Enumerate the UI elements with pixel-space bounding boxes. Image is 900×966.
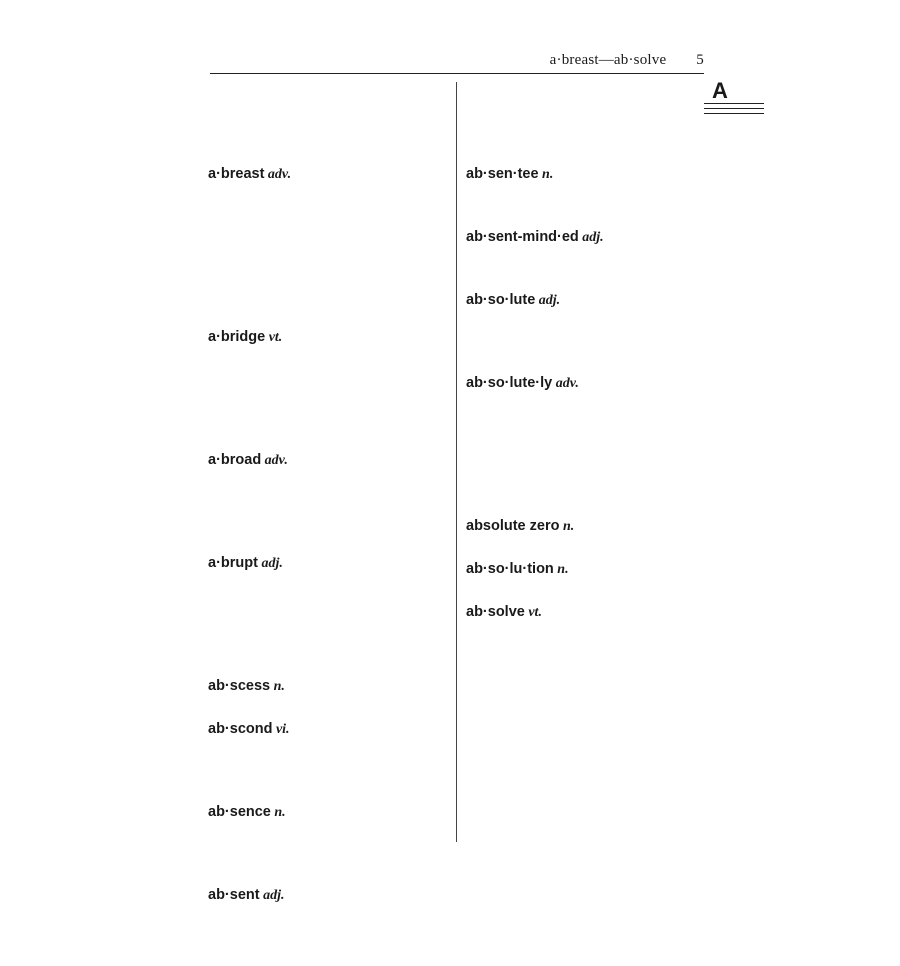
definition-line <box>466 394 704 414</box>
definition-line <box>208 225 448 245</box>
definition-line <box>208 471 448 491</box>
running-head-words: a·breast—ab·solve <box>549 52 667 68</box>
definition-line <box>208 654 448 674</box>
running-head <box>210 52 704 69</box>
definition-line <box>208 634 448 654</box>
definition-line <box>208 205 448 225</box>
definition-line <box>208 780 448 800</box>
definition-line <box>466 268 704 288</box>
dictionary-entry <box>466 227 704 288</box>
definition-line <box>466 474 704 494</box>
dictionary-entry <box>466 82 704 162</box>
part-of-speech: n. <box>542 167 554 182</box>
definition-line <box>208 511 448 531</box>
definition-line <box>466 723 704 743</box>
headword: ab·so·lute <box>466 292 536 308</box>
section-thumb-tab: A <box>712 78 728 103</box>
definition-line <box>466 743 704 763</box>
definition-line <box>466 142 704 162</box>
dictionary-entry <box>208 885 448 966</box>
dictionary-entry <box>466 373 704 514</box>
dictionary-entry <box>208 553 448 674</box>
part-of-speech: adv. <box>264 453 288 468</box>
headword: ab·solve <box>466 604 525 620</box>
definition-line <box>208 428 448 448</box>
definition-line <box>208 185 448 205</box>
part-of-speech: n. <box>273 679 285 694</box>
definition-line <box>466 643 704 663</box>
definition-line <box>466 823 704 843</box>
dictionary-entry <box>208 327 448 448</box>
definition-line <box>208 531 448 551</box>
definition-line <box>208 102 448 122</box>
definition-line <box>208 82 448 102</box>
definition-line <box>466 185 704 205</box>
page-number: 5 <box>696 52 704 68</box>
definition-line <box>466 703 704 723</box>
part-of-speech: adv. <box>267 167 292 182</box>
definition-line <box>208 491 448 511</box>
left-column <box>208 82 448 903</box>
part-of-speech: adj. <box>261 556 283 571</box>
definition-line <box>208 142 448 162</box>
part-of-speech: adj. <box>538 293 561 308</box>
headword: ab·sen·tee <box>466 166 539 182</box>
definition-line <box>466 311 704 331</box>
headword: ab·sent <box>208 887 260 903</box>
definition-line <box>208 285 448 305</box>
definition-line <box>208 368 448 388</box>
definition-line <box>466 537 704 557</box>
definition-line <box>466 763 704 783</box>
definition-line <box>466 248 704 268</box>
part-of-speech: vi. <box>275 722 290 737</box>
header-rule <box>210 73 704 74</box>
definition-line <box>466 454 704 474</box>
definition-line <box>208 760 448 780</box>
dictionary-entry <box>466 290 704 371</box>
headword: ab·sence <box>208 804 271 820</box>
definition-line <box>466 205 704 225</box>
definition-line <box>466 122 704 142</box>
definition-line <box>208 388 448 408</box>
dictionary-entry <box>208 164 448 325</box>
headword: ab·sent-mind·ed <box>466 229 579 245</box>
dictionary-entry <box>208 82 448 162</box>
definition-line <box>466 494 704 514</box>
definition-line <box>466 351 704 371</box>
definition-line <box>208 843 448 863</box>
part-of-speech: n. <box>562 519 575 534</box>
definition-line <box>208 946 448 966</box>
definition-line <box>466 663 704 683</box>
dictionary-entry <box>466 602 704 843</box>
headword: ab·so·lute·ly <box>466 375 553 391</box>
part-of-speech: vt. <box>528 605 542 620</box>
part-of-speech: vt. <box>268 330 283 345</box>
part-of-speech: n. <box>274 805 286 820</box>
dictionary-entry <box>208 719 448 800</box>
headword: a·broad <box>208 452 262 468</box>
definition-line <box>208 245 448 265</box>
headword: ab·scess <box>208 678 271 694</box>
definition-line <box>208 823 448 843</box>
dictionary-entry <box>466 516 704 557</box>
part-of-speech: adj. <box>582 230 604 245</box>
dictionary-entry <box>208 802 448 883</box>
definition-line <box>208 265 448 285</box>
definition-line <box>208 408 448 428</box>
headword: a·brupt <box>208 555 258 571</box>
dictionary-entry <box>466 164 704 225</box>
dictionary-entry <box>208 676 448 717</box>
definition-line <box>208 305 448 325</box>
definition-line <box>466 102 704 122</box>
part-of-speech: n. <box>557 562 569 577</box>
headword: ab·scond <box>208 721 273 737</box>
thumb-tab-rules <box>704 103 764 118</box>
headword: absolute zero <box>466 518 560 534</box>
dictionary-entry <box>208 450 448 551</box>
headword: a·breast <box>208 166 265 182</box>
definition-line <box>466 803 704 823</box>
definition-line <box>466 683 704 703</box>
definition-line <box>466 414 704 434</box>
definition-line <box>208 594 448 614</box>
headword: a·bridge <box>208 329 266 345</box>
column-divider <box>456 82 457 842</box>
part-of-speech: adv. <box>555 376 579 391</box>
definition-line <box>208 906 448 926</box>
part-of-speech: adj. <box>263 888 285 903</box>
definition-line <box>208 697 448 717</box>
definition-line <box>208 926 448 946</box>
definition-line <box>208 740 448 760</box>
definition-line <box>208 348 448 368</box>
definition-line <box>466 331 704 351</box>
definition-line <box>466 434 704 454</box>
definition-line <box>208 574 448 594</box>
definition-line <box>208 863 448 883</box>
definition-line <box>466 783 704 803</box>
definition-line <box>208 122 448 142</box>
definition-line <box>466 82 704 102</box>
definition-line <box>208 614 448 634</box>
headword: ab·so·lu·tion <box>466 561 554 577</box>
definition-line <box>466 623 704 643</box>
dictionary-entry <box>466 559 704 600</box>
definition-line <box>466 580 704 600</box>
right-column <box>466 82 704 852</box>
